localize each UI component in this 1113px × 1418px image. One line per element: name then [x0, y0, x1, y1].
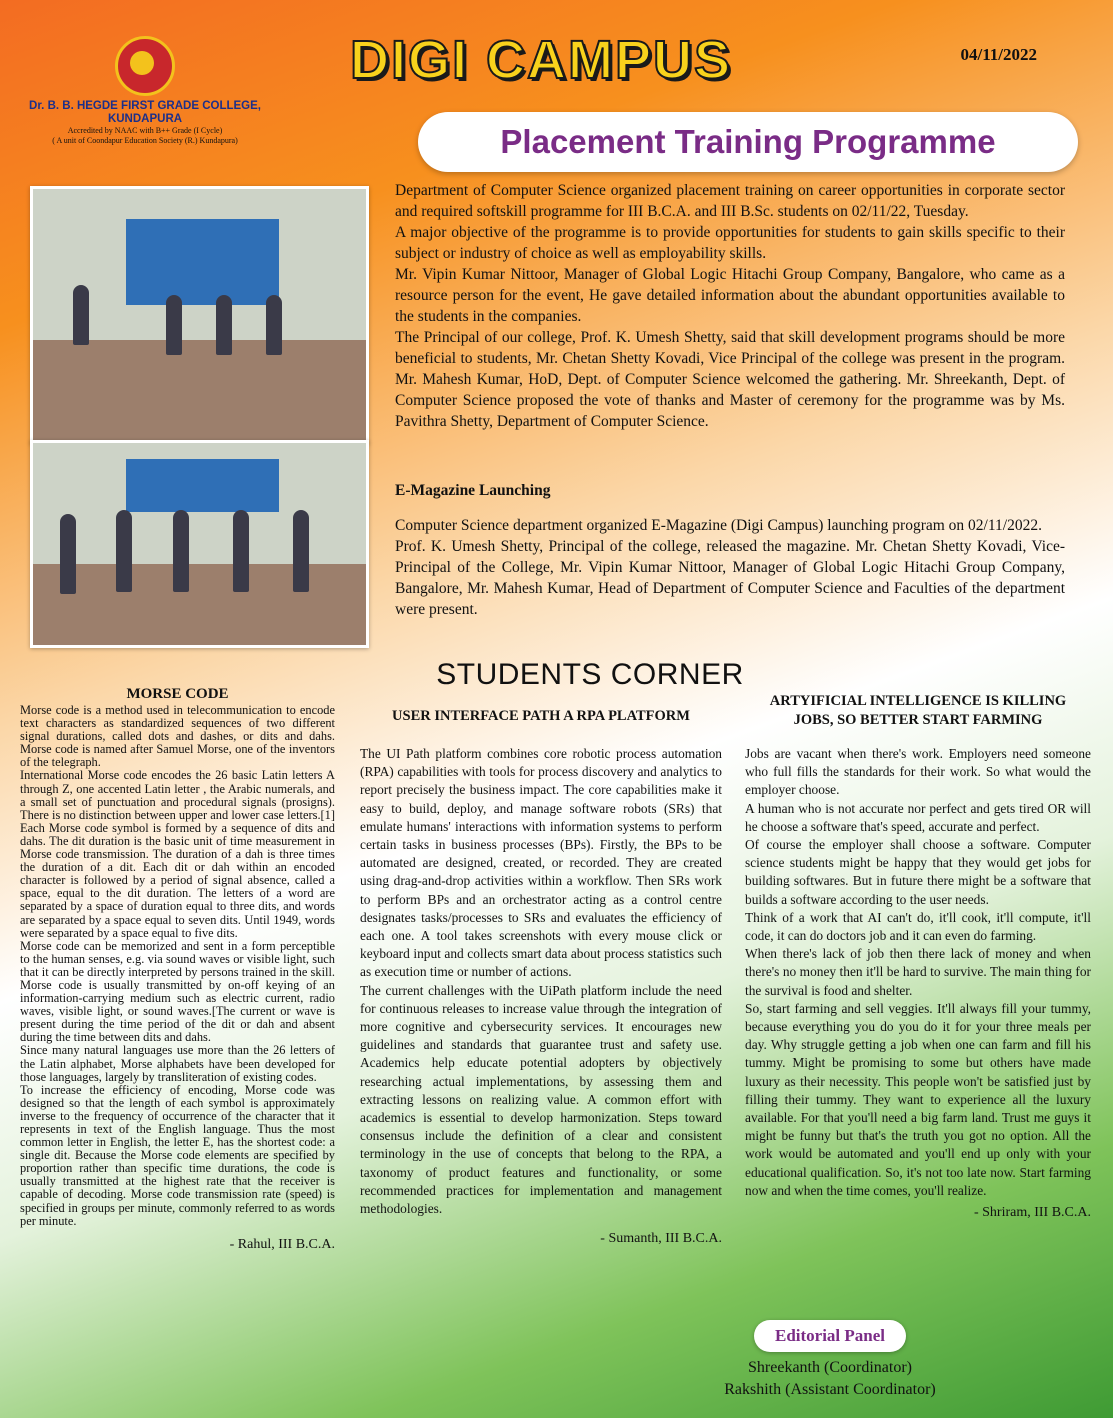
article-title: MORSE CODE — [126, 686, 229, 702]
author: - Rahul, III B.C.A. — [229, 1236, 335, 1252]
placement-event-photo — [30, 186, 369, 444]
emagazine-article — [395, 515, 1065, 620]
students-corner-heading: STUDENTS CORNER — [436, 658, 744, 691]
paragraph: The Principal of our college, Prof. K. Umesh Shetty, said that skill development programs should be more beneficial to students, Mr. Chetan Shetty Kovadi, Vice Principal of the college was present in the program. Mr. Mahesh Kumar, HoD, Dept. of Computer Science welcomed the gathering. Mr. Shreekanth, Dept. of Computer Science proposed the vote of thanks and Master of ceremony for the programme was by Ms. Pavithra Shetty, Department of Computer Science. — [395, 329, 1065, 430]
college-logo-block — [20, 36, 270, 146]
paragraph: Of course the employer shall choose a software. Computer science students might be happy that they would get jobs for building softwares. But in future there might be a software that builds a software according to the user needs. — [745, 837, 1091, 907]
paragraph: International Morse code encodes the 26 basic Latin letters A through Z, one accented Latin letter , the Arabic numerals, and a small set of punctuation and procedural signals (prosigns). There is no distinction between upper and lower case letters.[1] Each Morse code symbol is formed by a sequence of dits and dahs. The dit duration is the basic unit of time measurement in Morse code transmission. The duration of a dah is three times the duration of a dit. Each dit or dah within an encoded character is followed by a period of signal absence, called a space, equal to the dit duration. The letters of a word are separated by a space of duration equal to three dits, and words are separated by a space equal to seven dits. Until 1949, words were separated by a space equal to five dits. — [20, 768, 335, 940]
paragraph: Morse code is a method used in telecommunication to encode text characters as standardized sequences of two different signal durations, called dots and dashes, or dits and dahs. Morse code is named after Samuel Morse, one of the inventors of the telegraph. — [20, 703, 335, 770]
ai-farming-article — [745, 745, 1091, 1222]
paragraph: Since many natural languages use more than the 26 letters of the Latin alphabet, Morse alphabets have been developed for those languages, largely by transliteration of existing codes. — [20, 1043, 335, 1084]
article-title: USER INTERFACE PATH A RPA PLATFORM — [392, 708, 690, 724]
society-text: ( A unit of Coondapur Education Society (R.) Kundapura) — [52, 136, 238, 145]
paragraph: Mr. Vipin Kumar Nittoor, Manager of Global Logic Hitachi Group Company, Bangalore, who came as a resource person for the event, He gave detailed information about the abundant opportunities available to the students in the companies. — [395, 266, 1065, 325]
morse-code-article — [20, 686, 335, 1252]
editorial-panel-title: Editorial Panel — [754, 1320, 906, 1352]
issue-date: 04/11/2022 — [960, 45, 1037, 64]
accreditation-text: Accredited by NAAC with B++ Grade (I Cycle) — [67, 126, 223, 135]
paragraph: So, start farming and sell veggies. It'll always fill your tummy, because everything you do you do it for your three meals per day. Why struggle getting a job when one can farm and fill his tummy. Might be promising to some but others have made luxury as their necessity. This people won't be satisfied just by filling their tummy. They want to experience all the luxury available. For that you'll need a big farm land. Trust me guys it might be funny but that's the truth you got no option. All the work would be automated and you'll end up only with your educational qualification. So, it's not too late now. Start farming now and when the time comes, you'll realize. — [745, 1000, 1091, 1198]
paragraph: The UI Path platform combines core robotic process automation (RPA) capabilities with tools for process discovery and analytics to report precisely the business impact. The core capabilities make it easy to build, deploy, and manage software robots (SRs) that emulate humans' interactions with information systems to perform certain tasks in business processes (BPs). Firstly, the BPs to be automated are designed, created, or recorded. They are created using drag-and-drop activities within a workflow. Then SRs work to perform BPs and an orchestrator acting as a control centre designates tasks/processes to SRs and evaluates the efficiency of each one. A tool takes screenshots with every mouse click or keyboard input and collects smart data about process statistics such as execution time or number of actions. — [360, 746, 722, 980]
uipath-article — [360, 745, 722, 1248]
placement-article — [395, 180, 1065, 432]
masthead-title: DIGI CAMPUS — [350, 30, 733, 90]
paragraph: A human who is not accurate nor perfect and gets tired OR will he choose a software that's speed, accurate and perfect. — [745, 800, 1091, 834]
college-emblem-icon — [115, 36, 175, 96]
emagazine-launch-photo — [30, 440, 369, 648]
paragraph: Think of a work that AI can't do, it'll cook, it'll compute, it'll code, it can do doctors job and it can even do farming. — [745, 909, 1091, 944]
paragraph: A major objective of the programme is to provide opportunities for students to gain skills specific to their subject or industry of choice as well as employability skills. — [395, 224, 1065, 262]
paragraph: Computer Science department organized E-Magazine (Digi Campus) launching program on 02/11/2022. — [395, 517, 1042, 534]
emagazine-heading: E-Magazine Launching — [395, 482, 551, 499]
paragraph: Morse code can be memorized and sent in a form perceptible to the human senses, e.g. via sound waves or visible light, such that it can be directly interpreted by persons trained in the skill. Morse code is usually transmitted by on-off keying of an information-carrying medium such as electric current, radio waves, visible light, or sound waves.[The current or wave is present during the time period of the dit or dah and absent during the time between dits and dahs. — [20, 938, 335, 1045]
paragraph: The current challenges with the UiPath platform include the need for continuous releases to increase value through the integration of more cognitive and cybersecurity services. It encourages new guidelines and standards that guarantee trust and safety use. Academics help educate potential adopters by objectively researching actual implementations, by assessing them and extracting lessons on realizing value. A common effort with academics is essential to develop harmonization. Steps toward consensus include the definition of a clear and consistent terminology in the use of concepts that belong to the RPA, a taxonomy of product features and functionality, or some recommended practices for implementation and management methodologies. — [360, 982, 722, 1217]
placement-title: Placement Training Programme — [418, 112, 1078, 172]
paragraph: Prof. K. Umesh Shetty, Principal of the college, released the magazine. Mr. Chetan Shetty Kovadi, Vice-Principal of the College, Mr. Vipin Kumar Nittoor, Manager of Global Logic Hitachi Group Company, Bangalore, Mr. Mahesh Kumar, Head of Department of Computer Science and Faculties of the department were present. — [395, 538, 1065, 618]
paragraph: When there's lack of job then there lack of money and when there's no money then it'll be hard to survive. The main thing for the survival is food and shelter. — [745, 946, 1091, 998]
coordinator: Shreekanth (Coordinator) — [748, 1359, 912, 1376]
assistant-coordinator: Rakshith (Assistant Coordinator) — [724, 1381, 936, 1398]
paragraph: Jobs are vacant when there's work. Employers need someone who full fills the standards for their work. So what would the employer choose. — [745, 746, 1091, 798]
paragraph: To increase the efficiency of encoding, Morse code was designed so that the length of each symbol is approximately inverse to the frequency of occurrence of the character that it represents in text of the English language. Thus the most common letter in English, the letter E, has the shortest code: a single dit. Because the Morse code elements are specified by proportion rather than specific time durations, the code is usually transmitted at the highest rate that the receiver is capable of decoding. Morse code transmission rate (speed) is specified in groups per minute, commonly referred to as words per minute. — [20, 1082, 335, 1228]
author: - Shriram, III B.C.A. — [973, 1205, 1091, 1221]
article-title: ARTYIFICIAL INTELLIGENCE IS KILLING JOBS, SO BETTER START FARMING — [769, 693, 1067, 728]
editorial-names — [690, 1357, 970, 1401]
author: - Sumanth, III B.C.A. — [600, 1231, 722, 1247]
paragraph: Department of Computer Science organized placement training on career opportunities in corporate sector and required softskill programme for III B.C.A. and III B.Sc. students on 02/11/22, Tuesday. — [395, 182, 1065, 220]
college-name: Dr. B. B. HEGDE FIRST GRADE COLLEGE, KUNDAPURA — [29, 100, 261, 125]
